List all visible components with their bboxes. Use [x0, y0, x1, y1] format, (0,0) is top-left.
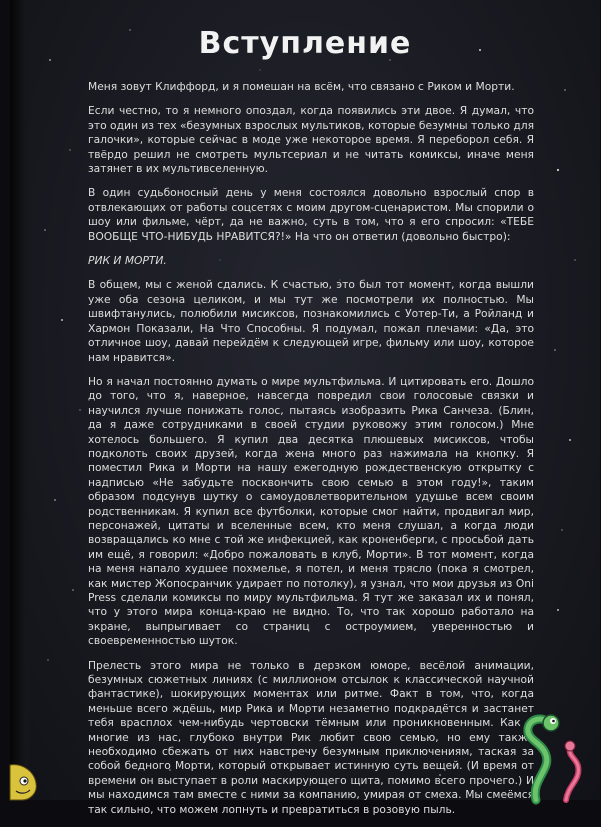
paragraph: В общем, мы с женой сдались. К счастью, это был тот момент, когда вышли уже оба сезона целиком, и мы тут же посмотрели их полностью. Мы швифтанулись, полюбили мисиксов, познакомились с Уотер-Ти, а Ройланд и Хармон Показали, На Что Способны. Я подумал, пожал плечами: «Да, это отличное шоу, давай перейдём к следующей игре, фильму или шоу, которое нам нравится». [88, 278, 534, 364]
paragraph: Но я начал постоянно думать о мире мультфильма. И цитировать его. Дошло до того, что я, наверное, навсегда повредил свои голосовые связки и научился лучше понижать голос, пытаясь изобразить Рика Санчеза. (Блин, да я даже сотрудниками в своей студии руковожу этим голосом.) Мне хотелось большего. Я купил два десятка плюшевых мисиксов, чтобы подколоть своих друзей, когда жена много раз нажимала на кнопку. Я поместил Рика и Морти на нашу ежегодную рождественскую открытку с надписью «Не забудьте посквончить свою семью в этом году!», таким образом подсунув шутку о самоудовлетворительном удушье всем своим родственникам. Я купил все футболки, которые смог найти, продвигал мир, персонажей, цитаты и вселенные всем, кто меня слушал, а когда люди возвращались ко мне с той же инфекцией, как кроненберги, с просьбой дать им ещё, я говорил: «Добро пожаловать в клуб, Морти». В тот момент, когда на меня напало худшее похмелье, я потел, и меня трясло (пока я смотрел, как мистер Жопосранчик удирает по потолку), я узнал, что мои друзья из Oni Press сделали комиксы по миру мультфильма. Я тут же заказал их и понял, что у этого мира конца-краю не видно. То, что так хорошо работало на экране, выпрыгивает со страниц с остроумием, уверенностью и своевременностью шуток. [88, 374, 534, 648]
cartoon-figure-illustration [10, 745, 52, 800]
page-title: Вступление [198, 26, 412, 61]
emphasis-paragraph: РИК И МОРТИ. [88, 254, 167, 268]
paragraph: В один судьбоносный день у меня состоялся довольно взрослый спор в отвлекающих от работы соцсетях с моим другом-сценаристом. Мы спорили о шоу или фильме, чёрт, да не важно, суть в том, что я его спросил: «ТЕБЕ ВООБЩЕ ЧТО-НИБУДЬ НРАВИТСЯ?!» На что он ответил (довольно быстро): [88, 186, 534, 243]
paragraph: Меня зовут Клиффорд, и я помешан на всём, что связано с Риком и Морти. [88, 80, 515, 93]
book-page [10, 0, 600, 816]
paragraph: Если честно, то я немного опоздал, когда появились эти двое. Я думал, что это один из тех «безумных взрослых мультиков, которые безумны только для галочки», которые сейчас в моде уже некоторое время. Я переборол себя. Я твёрдо решил не смотреть мультсериал и не читать комиксы, иначе меня затянет в их мультивселенную. [88, 104, 534, 176]
alien-creature-illustration [506, 700, 601, 800]
paragraph: Прелесть этого мира не только в дерзком юморе, весёлой анимации, безумных сюжетных линиях (с миллионом отсылок к классической научной фантастике), шокирующих моментах или ритме. Факт в том, что, когда меньше всего ждёшь, мир Рика и Морти незаметно подкрадётся и застанет тебя врасплох чем-нибудь чертовски тёмным или проникновенным. Как и многие из нас, глубоко внутри Рик любит свою семью, но ему также необходимо сбежать от них навстречу безумным приключениям, таская за собой бедного Морти, который открывает истинную суть вещей. (И время от времени он выступает в роли маскирующего щита, помимо всего прочего.) И мы находимся там вместе с ними за компанию, умирая от смеха. Мы смеёмся так сильно, что можем лопнуть и превратиться в розовую пыль. [88, 658, 534, 816]
article-body [88, 80, 534, 827]
